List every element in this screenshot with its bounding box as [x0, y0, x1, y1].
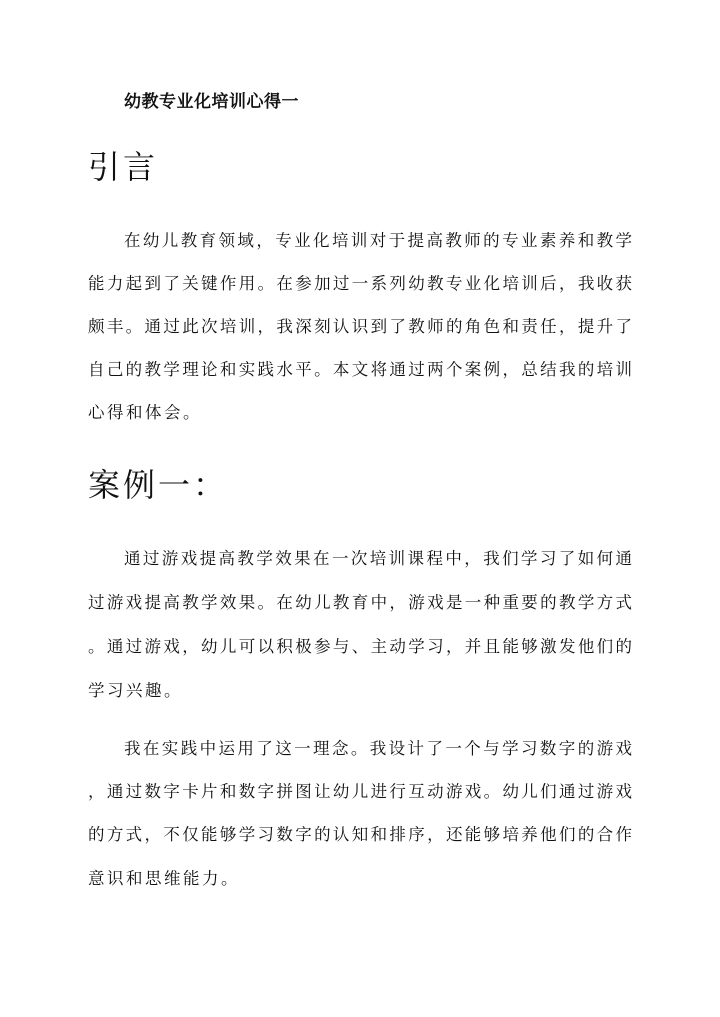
- document-title: 幼教专业化培训心得一: [124, 92, 299, 112]
- section-heading-case-one: 案例一：: [88, 466, 229, 504]
- text-line: 能力起到了关键作用。在参加过一系列幼教专业化培训后，我收获: [88, 274, 632, 293]
- text-line: 。通过游戏，幼儿可以积极参与、主动学习，并且能够激发他们的: [88, 637, 632, 656]
- text-line: 在幼儿教育领域，专业化培训对于提高教师的专业素养和教学: [124, 231, 632, 250]
- section-heading-introduction: 引言: [88, 148, 159, 186]
- text-line: 过游戏提高教学效果。在幼儿教育中，游戏是一种重要的教学方式: [88, 593, 632, 612]
- text-line: 学习兴趣。: [88, 681, 183, 700]
- text-line: 的方式，不仅能够学习数字的认知和排序，还能够培养他们的合作: [88, 825, 632, 844]
- text-line: 心得和体会。: [88, 403, 202, 422]
- text-line: ，通过数字卡片和数字拼图让幼儿进行互动游戏。幼儿们通过游戏: [88, 782, 632, 801]
- text-line: 意识和思维能力。: [88, 869, 240, 888]
- text-line: 我在实践中运用了这一理念。我设计了一个与学习数字的游戏: [124, 739, 632, 758]
- text-line: 自己的教学理论和实践水平。本文将通过两个案例，总结我的培训: [88, 360, 632, 379]
- text-line: 通过游戏提高教学效果在一次培训课程中，我们学习了如何通: [124, 549, 632, 568]
- text-line: 颇丰。通过此次培训，我深刻认识到了教师的角色和责任，提升了: [88, 317, 632, 336]
